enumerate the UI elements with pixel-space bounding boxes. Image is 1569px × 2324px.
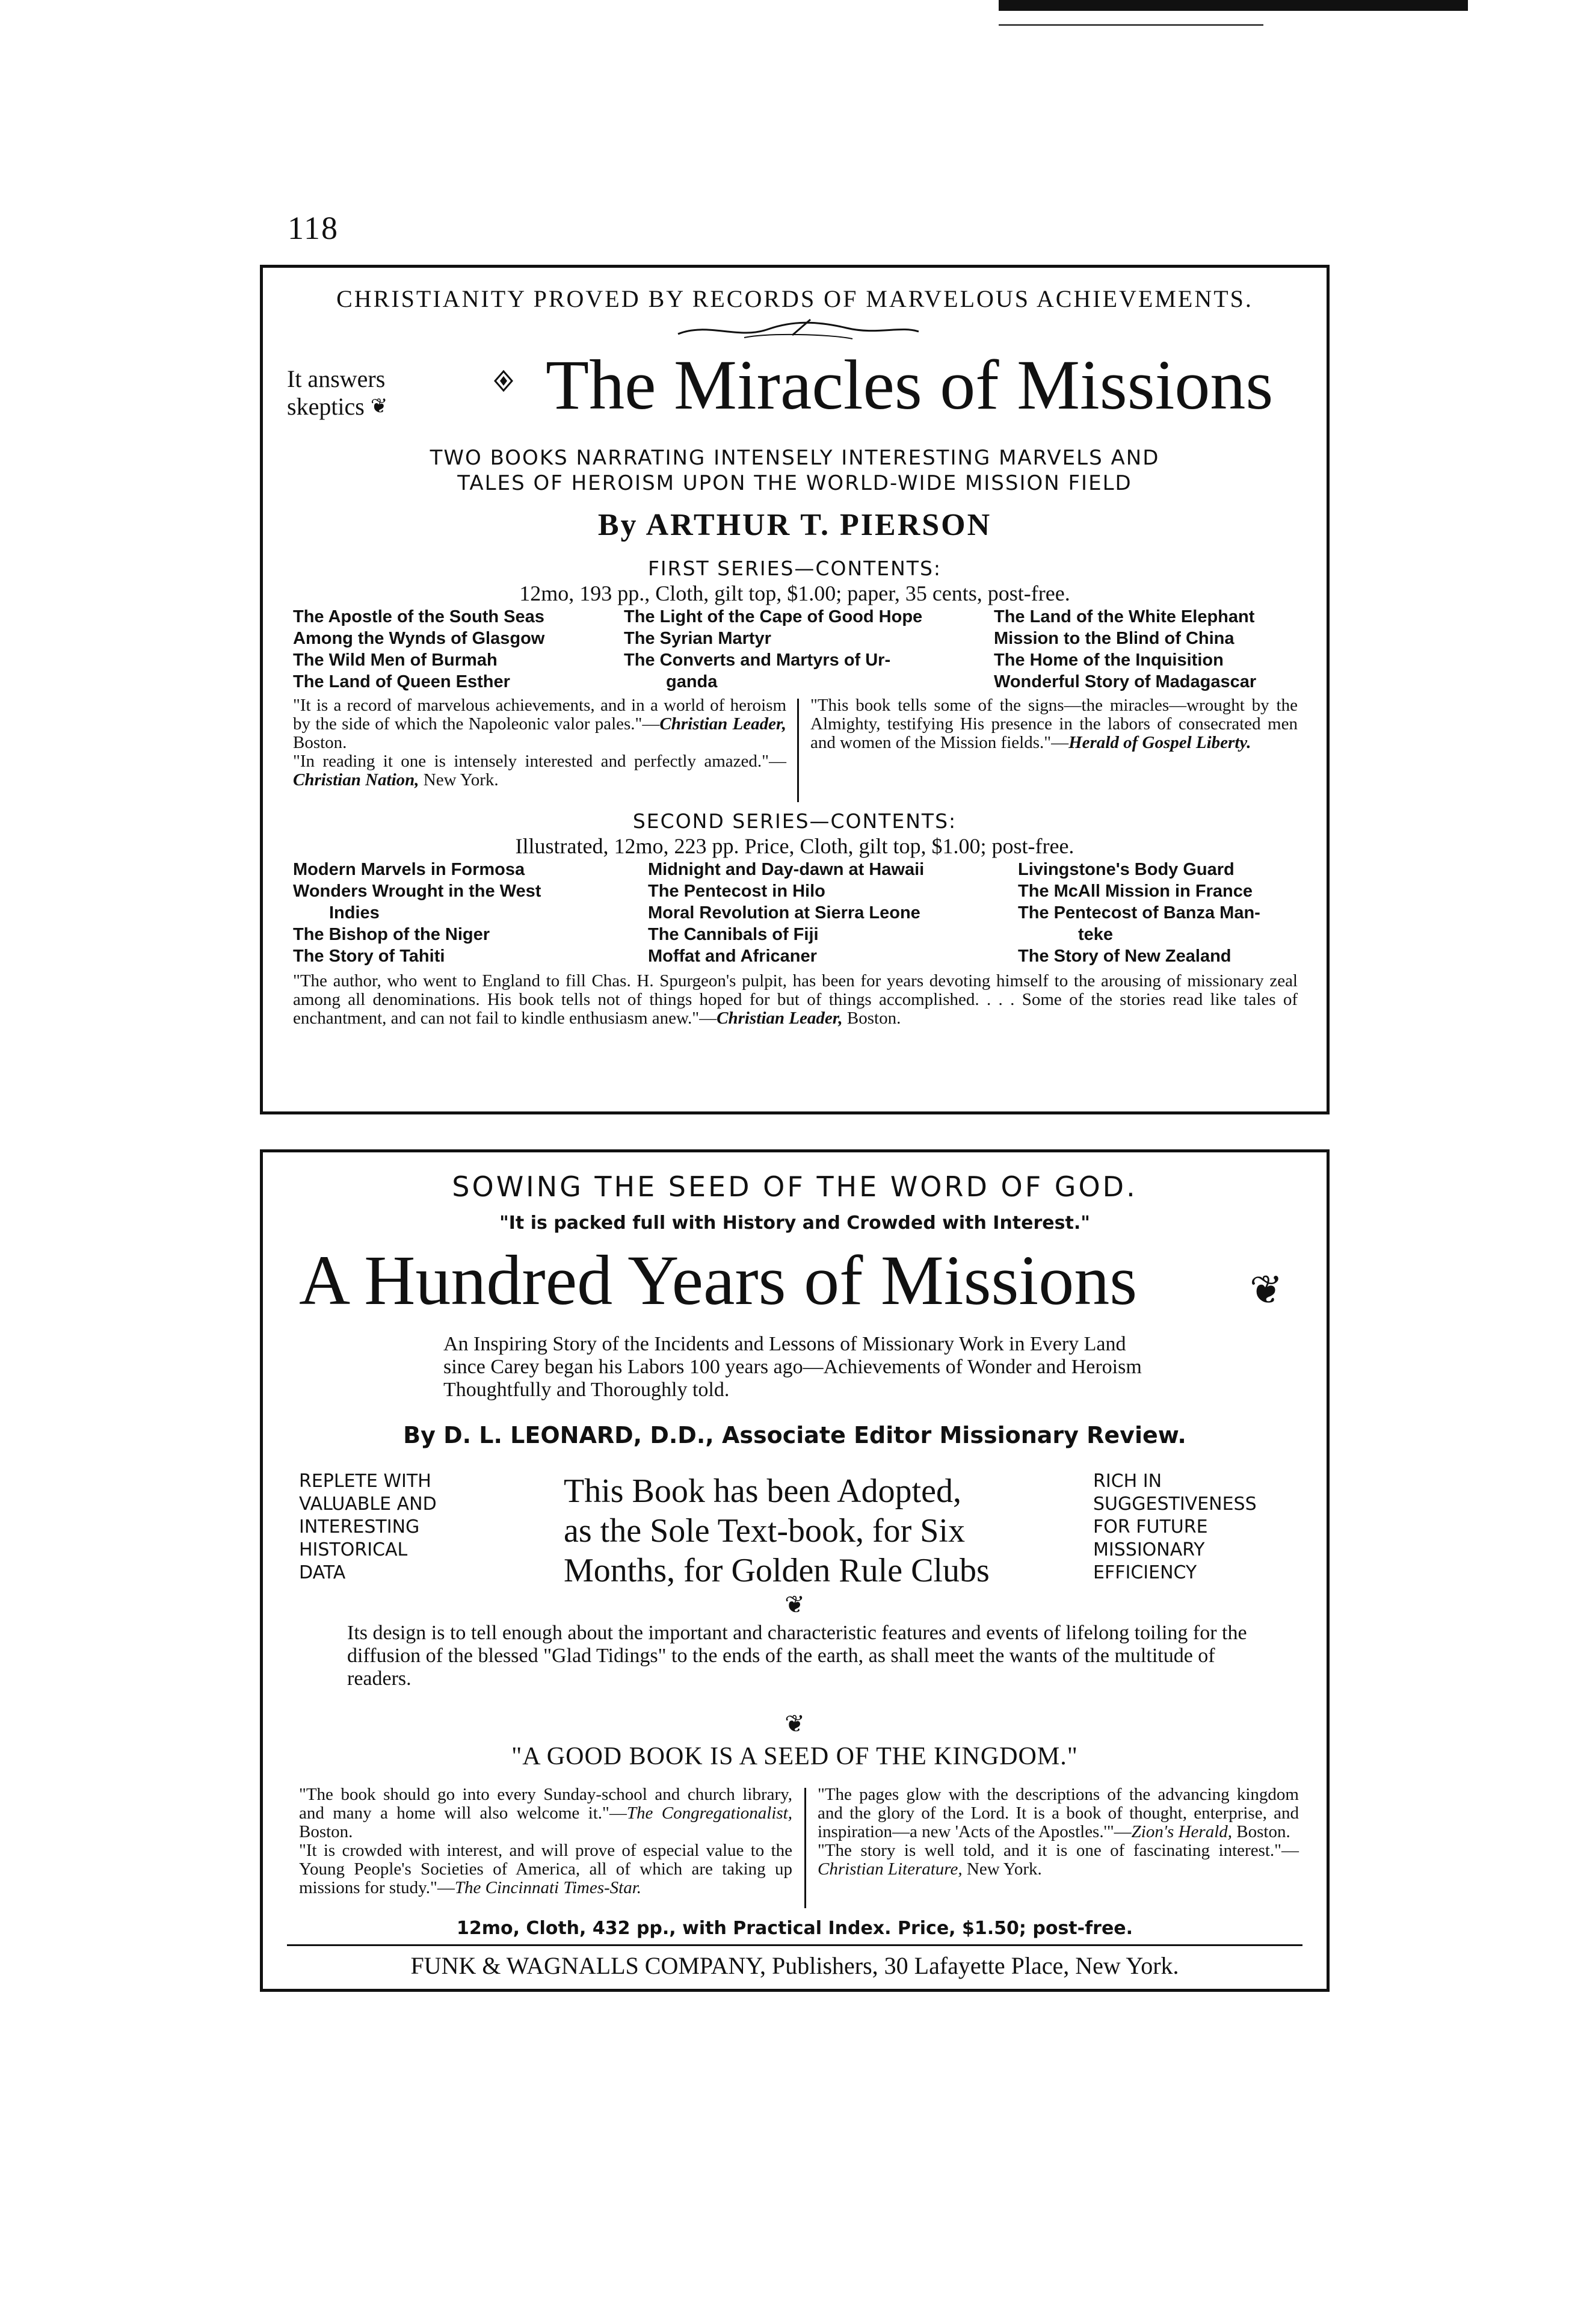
- list-item: The Wild Men of Burmah: [293, 651, 498, 670]
- list-item: The Land of Queen Esther: [293, 672, 510, 691]
- scroll-flourish-icon: [672, 317, 925, 344]
- review-city: Boston.: [842, 1009, 901, 1028]
- list-item: The Home of the Inquisition: [994, 651, 1224, 670]
- review-city: New York.: [419, 770, 499, 790]
- review-city: Boston.: [293, 733, 347, 752]
- side-note-line-2: skeptics: [287, 393, 365, 420]
- ad2-price: 12mo, Cloth, 432 pp., with Practical Index. Price, $1.50; post-free.: [456, 1918, 1133, 1939]
- side-note: [287, 365, 387, 421]
- top-edge-line: [999, 24, 1263, 26]
- review-city: New York.: [962, 1859, 1042, 1879]
- column-divider: [797, 699, 799, 802]
- leaf-dingbat-icon: ❦: [370, 395, 388, 418]
- note-line: INTERESTING: [299, 1516, 420, 1537]
- list-item: The Cannibals of Fiji: [648, 925, 819, 944]
- fleuron-icon: ❦: [785, 1591, 805, 1618]
- list-item: Moral Revolution at Sierra Leone: [648, 903, 920, 922]
- list-item: The Light of the Cape of Good Hope: [624, 607, 923, 626]
- ad2-description: An Inspiring Story of the Incidents and Lessons of Missionary Work in Every Land since Carey began his Labors 100 years ago—Achievements of Wonder and Heroism Thoughtfully and Thoroughly told.: [443, 1333, 1142, 1401]
- second-series-review: [293, 972, 1298, 1028]
- ad2-review-right: [818, 1785, 1299, 1879]
- note-line: Months, for Golden Rule Clubs: [564, 1552, 990, 1589]
- ad1-subtitle-2: TALES OF HEROISM UPON THE WORLD-WIDE MISSION FIELD: [457, 471, 1132, 495]
- note-line: VALUABLE AND: [299, 1494, 437, 1515]
- publisher-rule: [287, 1944, 1302, 1946]
- review-source: The Congregationalist,: [626, 1803, 792, 1823]
- list-item: The McAll Mission in France: [1018, 882, 1253, 901]
- review-text: "The story is well told, and it is one of fascinating interest."—: [818, 1841, 1299, 1860]
- review-text: "The book should go into every Sunday-school and church library, and many a home will also welcome it."—: [299, 1785, 792, 1823]
- list-item: Among the Wynds of Glasgow: [293, 629, 545, 648]
- second-series-col-3: [1018, 859, 1260, 967]
- side-note-line-1: It answers: [287, 365, 386, 392]
- list-item: Indies: [329, 903, 380, 922]
- ad2-review-left: [299, 1785, 792, 1897]
- list-item: Moffat and Africaner: [648, 947, 817, 966]
- first-series-review-right: [810, 696, 1298, 752]
- ad1-subtitle-1: TWO BOOKS NARRATING INTENSELY INTERESTING MARVELS AND: [430, 446, 1160, 470]
- note-line: RICH IN: [1093, 1471, 1162, 1492]
- list-item: Livingstone's Body Guard: [1018, 860, 1235, 879]
- ad2-headline: SOWING THE SEED OF THE WORD OF GOD.: [452, 1170, 1138, 1203]
- review-source: Zion's Herald,: [1131, 1822, 1233, 1841]
- hundred-years-of-missions-ad: [260, 1149, 1330, 1992]
- list-item: Modern Marvels in Formosa: [293, 860, 525, 879]
- review-source: Christian Leader,: [659, 714, 786, 734]
- list-item: The Apostle of the South Seas: [293, 607, 544, 626]
- review-text: "It is a record of marvelous achievements, and in a world of heroism by the side of which the Napoleonic valor pales."—: [293, 696, 786, 734]
- list-item: The Pentecost in Hilo: [648, 882, 825, 901]
- ad1-headline: CHRISTIANITY PROVED BY RECORDS OF MARVELOUS ACHIEVEMENTS.: [336, 285, 1253, 312]
- note-line: This Book has been Adopted,: [564, 1473, 962, 1510]
- ad2-motto: "A GOOD BOOK IS A SEED OF THE KINGDOM.": [511, 1743, 1078, 1770]
- ad2-tagline: "It is packed full with History and Crowded with Interest.": [499, 1213, 1090, 1234]
- note-line: REPLETE WITH: [299, 1471, 431, 1492]
- note-line: HISTORICAL: [299, 1539, 408, 1560]
- list-item: ganda: [666, 672, 718, 691]
- second-series-col-1: [293, 859, 541, 967]
- top-edge-bar: [999, 0, 1468, 11]
- review-source: The Cincinnati Times-Star.: [454, 1878, 642, 1897]
- ad2-left-note: [299, 1470, 437, 1584]
- review-source: Christian Leader,: [717, 1009, 843, 1028]
- list-item: Wonderful Story of Madagascar: [994, 672, 1257, 691]
- note-line: DATA: [299, 1562, 346, 1583]
- list-item: The Pentecost of Banza Man-: [1018, 903, 1260, 922]
- review-city: Boston.: [299, 1822, 353, 1841]
- note-line: as the Sole Text-book, for Six: [564, 1512, 965, 1550]
- column-divider: [804, 1788, 806, 1908]
- ad2-author: By D. L. LEONARD, D.D., Associate Editor Missionary Review.: [403, 1422, 1186, 1448]
- first-series-col-1: [293, 606, 544, 693]
- leaf-dingbat-icon: ❦: [1250, 1269, 1283, 1312]
- list-item: Wonders Wrought in the West: [293, 882, 541, 901]
- ad1-author: By ARTHUR T. PIERSON: [597, 508, 992, 542]
- list-item: The Converts and Martyrs of Ur-: [624, 651, 891, 670]
- ad2-publisher: FUNK & WAGNALLS COMPANY, Publishers, 30 Lafayette Place, New York.: [410, 1952, 1179, 1979]
- ad1-title: The Miracles of Missions: [546, 345, 1274, 424]
- review-text: "It is crowded with interest, and will prove of especial value to the Young People's Societies of America, all of which are taking up missions for study."—: [299, 1841, 792, 1897]
- list-item: The Story of Tahiti: [293, 947, 445, 966]
- first-series-heading: FIRST SERIES—CONTENTS:: [647, 557, 942, 580]
- diamond-ornament-icon: [492, 369, 516, 396]
- list-item: Mission to the Blind of China: [994, 629, 1235, 648]
- list-item: The Land of the White Elephant: [994, 607, 1255, 626]
- second-series-price: Illustrated, 12mo, 223 pp. Price, Cloth, gilt top, $1.00; post-free.: [515, 834, 1074, 858]
- review-city: Boston.: [1232, 1822, 1290, 1841]
- first-series-col-3: [994, 606, 1256, 693]
- review-source: Herald of Gospel Liberty.: [1068, 733, 1251, 752]
- note-line: SUGGESTIVENESS: [1093, 1494, 1257, 1515]
- review-text: "In reading it one is intensely interested and perfectly amazed."—: [293, 752, 786, 771]
- first-series-col-2: [624, 606, 922, 693]
- second-series-heading: SECOND SERIES—CONTENTS:: [632, 809, 957, 833]
- list-item: The Story of New Zealand: [1018, 947, 1231, 966]
- list-item: Midnight and Day-dawn at Hawaii: [648, 860, 925, 879]
- note-line: FOR FUTURE: [1093, 1516, 1208, 1537]
- first-series-review-left: [293, 696, 786, 790]
- review-text: "This book tells some of the signs—the miracles—wrought by the Almighty, testifying His presence in the labors of consecrated men and women of the Mission fields."—: [810, 696, 1298, 752]
- note-line: MISSIONARY: [1093, 1539, 1205, 1560]
- list-item: The Syrian Martyr: [624, 629, 771, 648]
- second-series-col-2: [648, 859, 924, 967]
- miracles-of-missions-ad: [260, 265, 1330, 1114]
- ad2-design: Its design is to tell enough about the important and characteristic features and events of lifelong toiling for the diffusion of the blessed "Glad Tidings" to the ends of the earth, as shall meet the wants of the multitude of readers.: [347, 1622, 1247, 1690]
- fleuron-icon: ❦: [785, 1710, 805, 1737]
- list-item: teke: [1078, 925, 1114, 944]
- review-source: Christian Nation,: [293, 770, 419, 790]
- list-item: The Bishop of the Niger: [293, 925, 490, 944]
- ad2-right-note: [1093, 1470, 1257, 1584]
- ad2-center-note: [564, 1471, 990, 1590]
- first-series-price: 12mo, 193 pp., Cloth, gilt top, $1.00; paper, 35 cents, post-free.: [519, 581, 1070, 605]
- page-number: 118: [288, 210, 339, 246]
- note-line: EFFICIENCY: [1093, 1562, 1197, 1583]
- ad2-title: A Hundred Years of Missions: [299, 1241, 1138, 1320]
- review-text: "The author, who went to England to fill Chas. H. Spurgeon's pulpit, has been for years devoting himself to the arousing of missionary zeal among all denominations. His book tells not of things hoped for but of things accomplished. . . . Some of the stories read like tales of enchantment, and can not fail to kindle enthusiasm anew."—: [293, 971, 1298, 1028]
- review-text: "The pages glow with the descriptions of the advancing kingdom and the glory of the Lord. It is a book of thought, enterprise, and inspiration—a new 'Acts of the Apostles.'"—: [818, 1785, 1299, 1841]
- review-source: Christian Literature,: [818, 1859, 963, 1879]
